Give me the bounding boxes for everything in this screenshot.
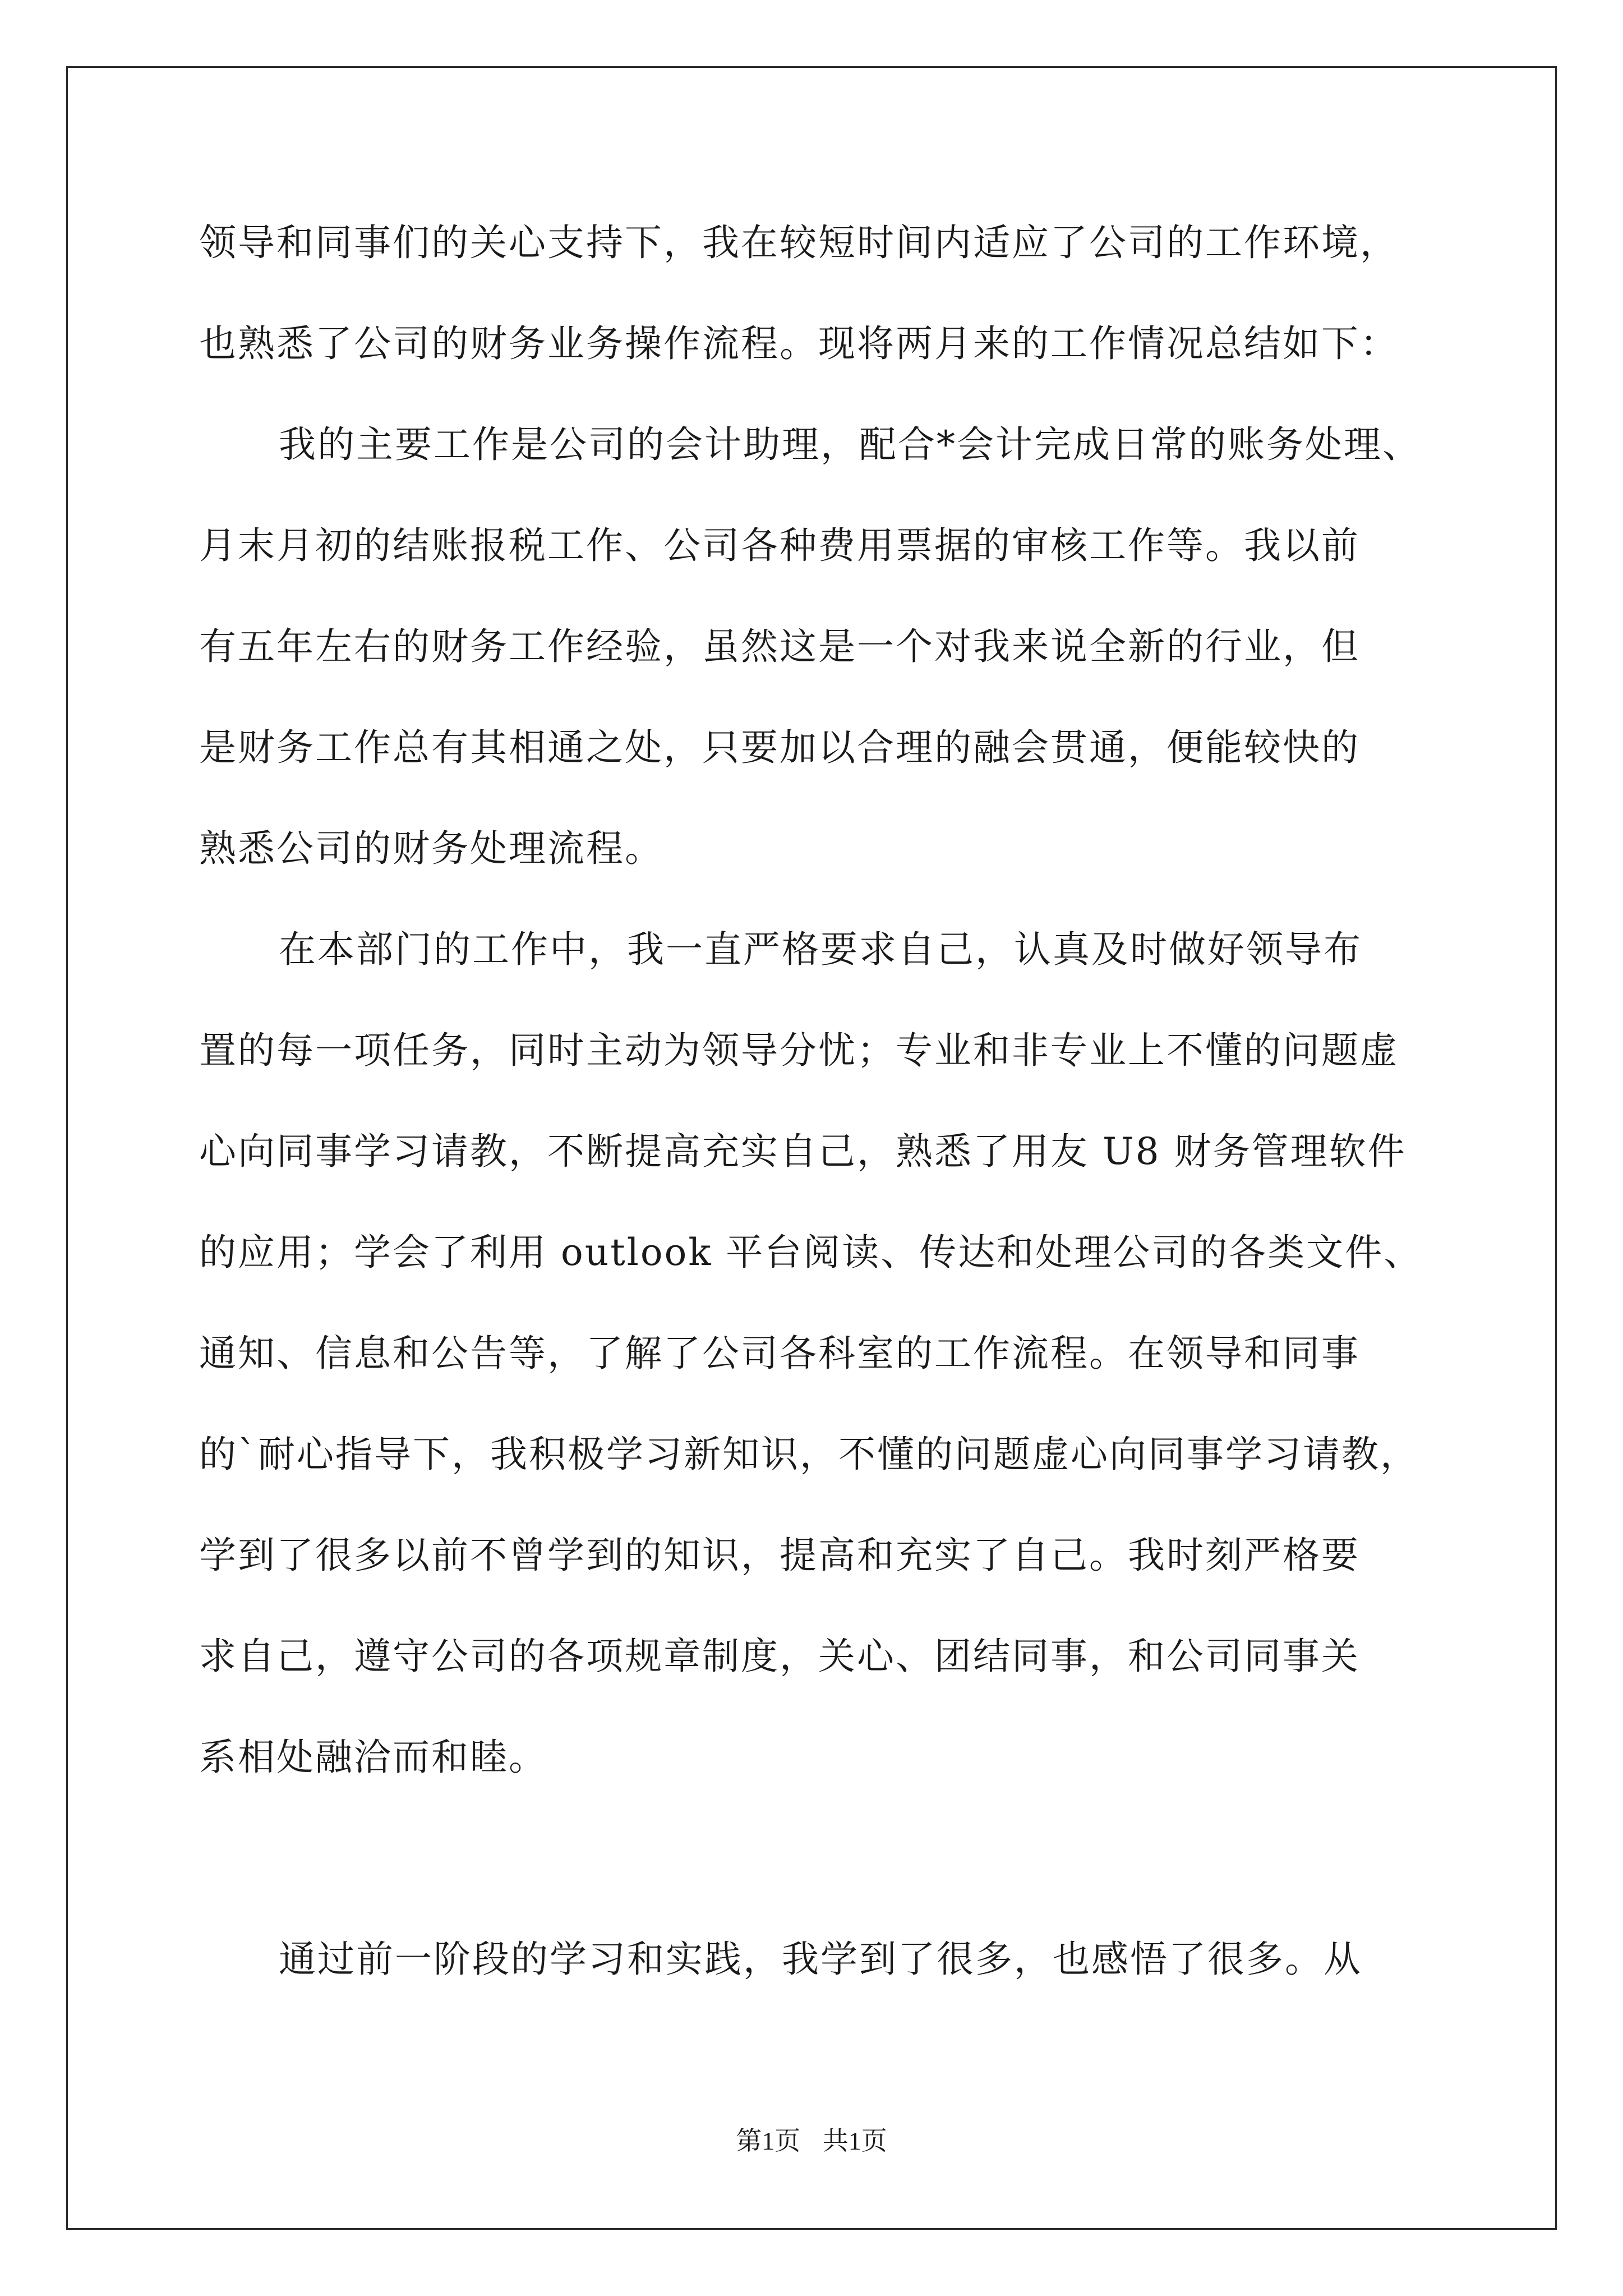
paragraph-start-line: 在本部门的工作中，我一直严格要求自己，认真及时做好领导布 [279,928,1362,971]
text-line: 系相处融洽而和睦。 [199,1736,547,1779]
page-total: 共1页 [822,2127,887,2155]
text-line: 也熟悉了公司的财务业务操作流程。现将两月来的工作情况总结如下： [199,322,1399,365]
text-line: 通知、信息和公告等，了解了公司各科室的工作流程。在领导和同事 [199,1332,1360,1375]
text-line: 月末月初的结账报税工作、公司各种费用票据的审核工作等。我以前 [199,524,1360,567]
text-line: 学到了很多以前不曾学到的知识，提高和充实了自己。我时刻严格要 [199,1534,1360,1577]
paragraph-start-line: 我的主要工作是公司的会计助理，配合*会计完成日常的账务处理、 [279,423,1421,466]
page-number: 第1页 [736,2127,801,2155]
text-line: 是财务工作总有其相通之处，只要加以合理的融会贯通，便能较快的 [199,726,1360,769]
text-line: 心向同事学习请教，不断提高充实自己，熟悉了用友 U8 财务管理软件 [199,1130,1407,1173]
text-line: 求自己，遵守公司的各项规章制度，关心、团结同事，和公司同事关 [199,1635,1360,1678]
text-line: 置的每一项任务，同时主动为领导分忧；专业和非专业上不懂的问题虚 [199,1029,1399,1072]
page-footer [0,2120,1623,2157]
paragraph-start-line: 通过前一阶段的学习和实践，我学到了很多，也感悟了很多。从 [279,1938,1362,1981]
text-line: 的`耐心指导下，我积极学习新知识，不懂的问题虚心向同事学习请教， [199,1433,1419,1476]
text-line: 领导和同事们的关心支持下，我在较短时间内适应了公司的工作环境， [199,221,1399,264]
text-line: 的应用；学会了利用 outlook 平台阅读、传达和处理公司的各类文件、 [199,1231,1423,1274]
text-line: 熟悉公司的财务处理流程。 [199,827,663,870]
text-line: 有五年左右的财务工作经验，虽然这是一个对我来说全新的行业，但 [199,625,1360,668]
